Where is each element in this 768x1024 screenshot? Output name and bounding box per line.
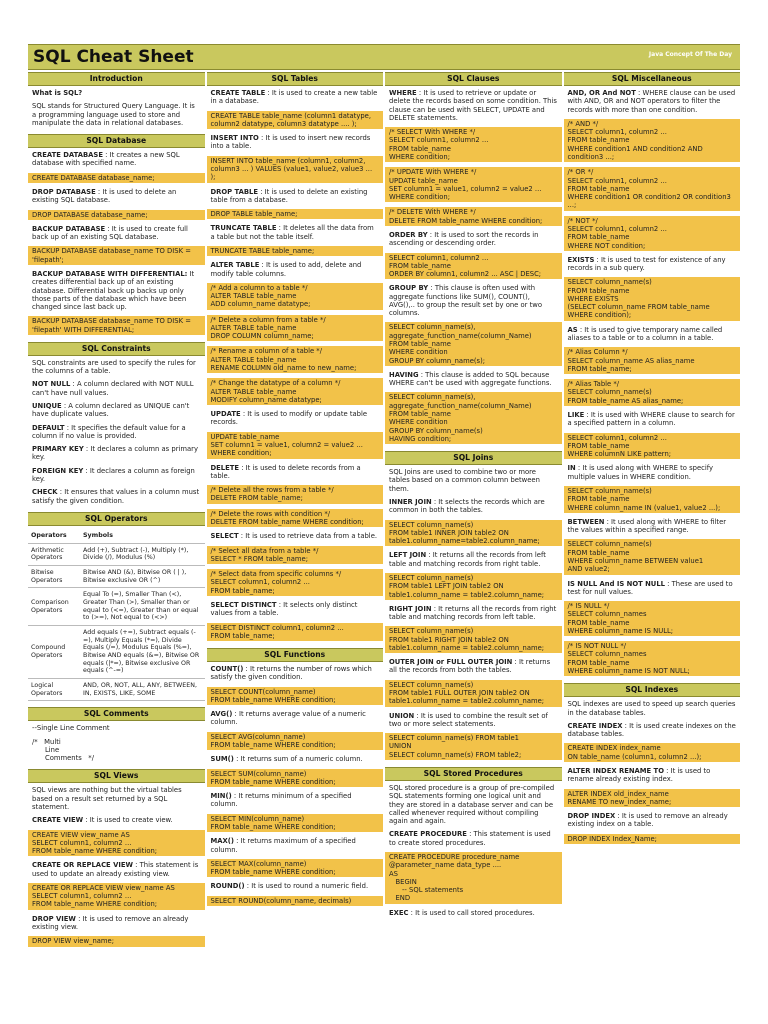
description xyxy=(207,792,384,809)
description xyxy=(207,837,384,854)
description-text: : It returns all the records from both the tables. xyxy=(389,658,551,675)
description-text: : This statement is used to update an already existing view. xyxy=(32,861,199,878)
description-text: : It ensures that values in a column must satisfy the given condition. xyxy=(32,488,200,505)
description-text: : It is used to create view. xyxy=(83,816,173,825)
code-block: CREATE PROCEDURE procedure_name @parameter_name data_type .... AS BEGIN -- SQL statements END xyxy=(385,852,562,904)
description-text: : It selects only distinct values from a table. xyxy=(210,600,358,618)
keyword: ROUND() xyxy=(210,882,245,891)
description xyxy=(28,786,205,811)
code-block: /* Select all data from a table */ SELECT * FROM table_name; xyxy=(207,546,384,565)
description-text: : It is used to insert new records into a table. xyxy=(210,134,371,151)
code-block: CREATE VIEW view_name AS SELECT column1, column2 ... FROM table_name WHERE condition; xyxy=(28,830,205,857)
description xyxy=(207,464,384,481)
description-text: : It is used to delete an existing table from a database. xyxy=(210,187,368,204)
description-text: : This clause is added to SQL because WHERE can't be used with aggregate functions. xyxy=(389,370,552,388)
description xyxy=(564,89,741,114)
banner xyxy=(28,44,740,70)
table-row xyxy=(28,543,205,565)
code-block: SELECT column_name(s), aggregate_function_name(column_Name) FROM table_name WHERE condition GROUP BY column_name(s); xyxy=(385,322,562,365)
description-text: : It is used to retrieve data from a table. xyxy=(238,532,378,541)
sheet-title: SQL Cheat Sheet xyxy=(33,47,194,67)
keyword: CREATE OR REPLACE VIEW xyxy=(32,861,133,870)
section-header: SQL Database xyxy=(28,134,205,148)
section-header: SQL Joins xyxy=(385,451,562,465)
description xyxy=(564,518,741,535)
table-cell: Add (+), Subtract (-), Multiply (*), Divide (/), Modulus (%) xyxy=(80,543,205,565)
description xyxy=(28,151,205,168)
description xyxy=(564,464,741,481)
description xyxy=(28,402,205,419)
code-block: /* NOT */ SELECT column1, column2 ... FROM table_name WHERE NOT condition; xyxy=(564,216,741,251)
description-text: : This statement is used to create stored procedures. xyxy=(389,830,551,847)
operators-table xyxy=(28,529,205,701)
description xyxy=(385,231,562,248)
keyword: BACKUP DATABASE WITH DIFFERENTIAL: xyxy=(32,269,188,278)
code-block: BACKUP DATABASE database_name TO DISK = 'filepath'; xyxy=(28,246,205,265)
code-block: SELECT column_name(s) FROM table_name WHERE EXISTS (SELECT column_name FROM table_name WHERE condition); xyxy=(564,277,741,320)
description xyxy=(207,261,384,278)
keyword: CREATE INDEX xyxy=(567,721,623,730)
section xyxy=(564,70,741,681)
description xyxy=(207,882,384,890)
description xyxy=(207,134,384,151)
description-text: : It is used to add, delete and modify table columns. xyxy=(210,261,362,278)
section xyxy=(385,765,562,922)
code-block: SELECT AVG(column_name) FROM table_name WHERE condition; xyxy=(207,732,384,751)
description-text: : It returns all the records from right table and matching records from left table. xyxy=(389,604,557,622)
description xyxy=(28,89,205,97)
code-block: SELECT COUNT(column_name) FROM table_name WHERE condition; xyxy=(207,687,384,706)
description xyxy=(564,411,741,428)
description-text: : It is used to test for existence of any records in a sub query. xyxy=(567,255,726,273)
section-header: SQL Functions xyxy=(207,648,384,662)
code-block: /* OR */ SELECT column1, column2 ... FROM table_name WHERE condition1 OR condition2 OR condition3 ...; xyxy=(564,167,741,210)
code-block: SELECT ROUND(column_name, decimals) xyxy=(207,896,384,906)
description-text: --Single Line Comment xyxy=(32,724,110,733)
site-tagline: Java Concept Of The Day xyxy=(648,50,732,58)
code-block: SELECT column_name(s) FROM table1 LEFT JOIN table2 ON table1.column_name = table2.column_name; xyxy=(385,573,562,600)
section xyxy=(28,70,205,132)
code-block: SELECT column_name(s) FROM table1 RIGHT JOIN table2 ON table1.column_name = table2.column_name; xyxy=(385,626,562,653)
table-cell: Bitwise AND (&), Bitwise OR ( | ), Bitwise exclusive OR (^) xyxy=(80,565,205,587)
keyword: AVG() xyxy=(210,710,233,719)
description xyxy=(28,359,205,376)
description xyxy=(207,89,384,106)
description-text: : It returns sum of a numeric column. xyxy=(233,755,363,764)
code-block: ALTER INDEX old_index_name RENAME TO new_index_name; xyxy=(564,789,741,808)
keyword: AS xyxy=(567,325,578,334)
keyword: DELETE xyxy=(210,463,240,472)
section xyxy=(564,681,741,849)
description xyxy=(564,256,741,273)
keyword: SELECT DISTINCT xyxy=(210,600,277,609)
description-text: : A column declared with NOT NULL can't have null values. xyxy=(32,380,194,397)
table-cell: Compound Operators xyxy=(28,625,80,678)
description xyxy=(28,225,205,242)
column-2 xyxy=(207,70,384,1018)
description xyxy=(28,102,205,127)
description xyxy=(385,371,562,388)
section xyxy=(28,705,205,767)
code-block: INSERT INTO table_name (column1, column2, column3 ... ) VALUES (value1, value2, value3 ... ); xyxy=(207,156,384,183)
description xyxy=(28,270,205,311)
code-block: SELECT column_name(s) FROM table_name WHERE column_name BETWEEN value1 AND value2; xyxy=(564,539,741,574)
code-block: /* Delete a column from a table */ ALTER TABLE table_name DROP COLUMN column_name; xyxy=(207,315,384,342)
code-block: SELECT MAX(column_name) FROM table_name WHERE condition; xyxy=(207,859,384,878)
code-block: CREATE OR REPLACE VIEW view_name AS SELECT column1, column2 ... FROM table_name WHERE condition; xyxy=(28,883,205,910)
keyword: INSERT INTO xyxy=(210,134,259,143)
description-text: It creates differential back up of an existing database. Differential back up backs up only those parts of the database which have been changed since last back up. xyxy=(32,269,195,312)
keyword: DEFAULT xyxy=(32,423,65,432)
description xyxy=(28,861,205,878)
code-block: /* Alias Column */ SELECT column_name AS alias_name FROM table_name; xyxy=(564,347,741,374)
keyword: GROUP BY xyxy=(389,284,429,293)
table-cell: Bitwise Operators xyxy=(28,565,80,587)
description-text: : It is used to delete records from a table. xyxy=(210,463,361,480)
section-header: SQL Operators xyxy=(28,512,205,526)
code-block: BACKUP DATABASE database_name TO DISK = 'filepath' WITH DIFFERENTIAL; xyxy=(28,316,205,335)
column-header: Symbols xyxy=(80,529,205,543)
description-text: : It is used to remove an already existing index on a table. xyxy=(567,812,728,829)
table-row xyxy=(28,565,205,587)
code-block: DROP TABLE table_name; xyxy=(207,209,384,219)
description xyxy=(28,816,205,824)
description-text: SQL indexes are used to speed up search queries in the database tables. xyxy=(567,700,736,717)
description xyxy=(385,605,562,622)
description xyxy=(207,532,384,540)
description xyxy=(385,498,562,515)
keyword: DROP INDEX xyxy=(567,812,616,821)
keyword: UNION xyxy=(389,711,415,720)
keyword: HAVING xyxy=(389,370,419,379)
description-text: : It deletes all the data from a table but not the table itself. xyxy=(210,224,374,241)
table-cell: Arithmetic Operators xyxy=(28,543,80,565)
code-block: /* Select data from specific columns */ SELECT column1, column2 ... FROM table_name; xyxy=(207,569,384,596)
column-4 xyxy=(564,70,741,1018)
description-text: /* Multi Line Comments */ xyxy=(32,737,94,763)
description-text: : It returns the number of rows which satisfy the given condition. xyxy=(210,665,372,682)
table-cell: Add equals (+=), Subtract equals (-=), Multiply Equals (*=), Divide Equals (/=), Modulus Equals (%=), Bitwise AND equals (&=), Bitwise OR equals (|*=), Bitwise exclusive OR equals (^-=) xyxy=(80,625,205,678)
code-block: /* Add a column to a table */ ALTER TABLE table_name ADD column_name datatype; xyxy=(207,283,384,310)
table-header-row xyxy=(28,529,205,543)
keyword: EXISTS xyxy=(567,255,595,264)
section xyxy=(28,510,205,705)
description-text: : It is used to create a new table in a database. xyxy=(210,89,378,106)
description xyxy=(28,188,205,205)
code-block: SELECT DISTINCT column1, column2 ... FROM table_name; xyxy=(207,623,384,642)
keyword: UPDATE xyxy=(210,410,241,419)
cheat-sheet xyxy=(28,44,740,1020)
keyword: MIN() xyxy=(210,792,232,801)
section xyxy=(385,449,562,765)
description-text: : It is used to rename already existing index. xyxy=(567,767,711,784)
code-block: SELECT MIN(column_name) FROM table_name WHERE condition; xyxy=(207,814,384,833)
keyword: NOT NULL xyxy=(32,380,71,389)
description xyxy=(207,755,384,763)
keyword: PRIMARY KEY xyxy=(32,445,84,454)
description xyxy=(564,812,741,829)
keyword: OUTER JOIN or FULL OUTER JOIN xyxy=(389,658,513,667)
code-block: /* UPDATE With WHERE */ UPDATE table_name SET column1 = value1, column2 = value2 ... WHERE condition; xyxy=(385,167,562,202)
description-text: : It selects the records which are common in both the tables. xyxy=(389,497,545,515)
keyword: CREATE TABLE xyxy=(210,89,266,97)
description-text: : It specifies the default value for a column if no value is provided. xyxy=(32,423,186,440)
code-block: /* AND */ SELECT column1, column2 ... FROM table_name WHERE condition1 AND condition2 AND condition3 ...; xyxy=(564,119,741,162)
description xyxy=(28,488,205,505)
keyword: CHECK xyxy=(32,488,58,497)
section-header: SQL Clauses xyxy=(385,72,562,86)
keyword: BETWEEN xyxy=(567,517,605,526)
description xyxy=(207,224,384,241)
keyword: DROP VIEW xyxy=(32,914,76,923)
table-cell: Equal To (=), Smaller Than (<), Greater Than (>), Smaller than or equal to (<=), Greater than or equal to (>=), Not equal to (<>) xyxy=(80,588,205,626)
code-block: /* IS NOT NULL */ SELECT column_names FROM table_name WHERE column_name IS NOT NULL; xyxy=(564,641,741,676)
description xyxy=(207,601,384,618)
description-text: : This clause is often used with aggregate functions like SUM(), COUNT(), AVG(),.. to group the result set by one or two columns. xyxy=(389,284,543,318)
description-text: : It is used to remove an already existing view. xyxy=(32,914,189,932)
code-block: SELECT column_name(s) FROM table_name WHERE column_name IN (value1, value2 ...); xyxy=(564,486,741,513)
keyword: IN xyxy=(567,464,576,473)
description-text: : It is used to round a numeric field. xyxy=(244,882,369,891)
description xyxy=(385,89,562,122)
keyword: CREATE DATABASE xyxy=(32,151,103,160)
code-block: /* Delete all the rows from a table */ DELETE FROM table_name; xyxy=(207,485,384,504)
section-header: SQL Indexes xyxy=(564,683,741,697)
code-block: /* Rename a column of a table */ ALTER TABLE table_name RENAME COLUMN old_name to new_name; xyxy=(207,346,384,373)
description-text: : It is used to modify or update table records. xyxy=(210,410,368,427)
table-cell: AND, OR, NOT, ALL, ANY, BETWEEN, IN, EXISTS, LIKE, SOME xyxy=(80,678,205,700)
description xyxy=(385,830,562,847)
keyword: ALTER INDEX RENAME TO xyxy=(567,767,664,775)
description xyxy=(207,410,384,427)
keyword: WHERE xyxy=(389,89,417,97)
section xyxy=(28,340,205,510)
keyword: DROP TABLE xyxy=(210,187,259,196)
code-block: SELECT column1, column2 ... FROM table_name WHERE columnN LIKE pattern; xyxy=(564,433,741,460)
description xyxy=(385,284,562,317)
description-text: : A column declared as UNIQUE can't have duplicate values. xyxy=(32,402,190,419)
code-block: /* Alias Table */ SELECT column_name(s) FROM table_name AS alias_name; xyxy=(564,379,741,406)
description xyxy=(564,722,741,739)
section-header: SQL Constraints xyxy=(28,342,205,356)
table-cell: Comparison Operators xyxy=(28,588,80,626)
column-3 xyxy=(385,70,562,1018)
description xyxy=(385,551,562,568)
section-header: SQL Stored Procedures xyxy=(385,767,562,781)
keyword: EXEC xyxy=(389,908,409,917)
section xyxy=(28,767,205,951)
description-text: : It is used to give temporary name called aliases to a table or to a column in a table. xyxy=(567,325,723,343)
code-block: /* IS NULL */ SELECT column_names FROM table_name WHERE column_name IS NULL; xyxy=(564,601,741,636)
description xyxy=(28,380,205,397)
keyword: DROP DATABASE xyxy=(32,187,96,196)
description-text: : It returns all the records from left table and matching records from right table. xyxy=(389,551,546,568)
code-block: CREATE INDEX index_name ON table_name (column1, column2 ...); xyxy=(564,743,741,762)
table-cell: Logical Operators xyxy=(28,678,80,700)
description xyxy=(385,658,562,675)
code-block: /* Change the datatype of a column */ ALTER TABLE table_name MODIFY column_name datatype; xyxy=(207,378,384,405)
description-text: SQL constraints are used to specify the rules for the columns of a table. xyxy=(32,358,196,376)
description xyxy=(564,326,741,343)
keyword: AND, OR And NOT xyxy=(567,89,636,97)
description xyxy=(207,665,384,682)
table-row xyxy=(28,588,205,626)
description-text: : It is used to retrieve or update or delete the records based on some condition. This clause can be used with SELECT, UPDATE and DELETE statements. xyxy=(389,89,557,122)
code-block: DROP DATABASE database_name; xyxy=(28,210,205,220)
description xyxy=(385,468,562,493)
keyword: LIKE xyxy=(567,411,585,419)
description-text: : It declares a column as primary key. xyxy=(32,445,198,462)
description-text: : It is used to create full back up of an existing SQL database. xyxy=(32,224,188,242)
description-text: : It used along with WHERE to filter the values within a specified range. xyxy=(567,517,727,535)
keyword: CREATE VIEW xyxy=(32,816,84,825)
table-row xyxy=(28,678,205,700)
description xyxy=(385,784,562,825)
code-block: SELECT column1, column2 ... FROM table_name ORDER BY column1, column2 ... ASC | DESC; xyxy=(385,253,562,280)
keyword: SUM() xyxy=(210,755,234,764)
description xyxy=(28,915,205,932)
code-block: TRUNCATE TABLE table_name; xyxy=(207,246,384,256)
description xyxy=(385,909,562,917)
description-text: : It is used to sort the records in ascending or descending order. xyxy=(389,230,539,248)
description xyxy=(28,467,205,484)
description xyxy=(564,580,741,597)
code-block: /* Delete the rows with condition */ DELETE FROM table_name WHERE condition; xyxy=(207,509,384,528)
description-text: : It is used with WHERE clause to search for a specified pattern in a column. xyxy=(567,411,735,428)
keyword: What is SQL? xyxy=(32,89,83,97)
description-text: SQL stands for Structured Query Language. It is a programming language used to store and manipulate the data in relational databases. xyxy=(32,102,195,127)
section xyxy=(207,70,384,646)
description-text: : It declares a column as foreign key. xyxy=(32,466,195,483)
description xyxy=(28,445,205,462)
column-header: Operators xyxy=(28,529,80,543)
description-text: : It returns minimum of a specified column. xyxy=(210,792,352,809)
section-header: Introduction xyxy=(28,72,205,86)
code-block: /* SELECT With WHERE */ SELECT column1, column2 ... FROM table_name WHERE condition; xyxy=(385,127,562,162)
code-block: DROP INDEX Index_Name; xyxy=(564,834,741,844)
keyword: TRUNCATE TABLE xyxy=(210,224,277,233)
section xyxy=(28,132,205,340)
description xyxy=(207,710,384,727)
description-text: : These are used to test for null values. xyxy=(567,579,733,596)
description xyxy=(564,767,741,784)
description xyxy=(207,188,384,205)
description-text: : WHERE clause can be used with AND, OR and NOT operators to filter the records with more than one condition. xyxy=(567,89,736,114)
description xyxy=(28,724,205,732)
description-text: : It returns maximum of a specified column. xyxy=(210,837,356,854)
keyword: SELECT xyxy=(210,532,239,541)
code-block: SELECT column_name(s) FROM table1 FULL OUTER JOIN table2 ON table1.column_name = table2.column_name; xyxy=(385,680,562,707)
description-text: : It creates a new SQL database with specified name. xyxy=(32,151,180,168)
keyword: CREATE PROCEDURE xyxy=(389,830,467,839)
keyword: LEFT JOIN xyxy=(389,551,427,560)
code-block: UPDATE table_name SET column1 = value1, column2 = value2 ... WHERE condition; xyxy=(207,432,384,459)
section xyxy=(385,70,562,449)
description-text: : It is used to call stored procedures. xyxy=(408,908,535,917)
code-block: CREATE TABLE table_name (column1 datatype, column2 datatype, column3 datatype .... ); xyxy=(207,111,384,130)
keyword: ALTER TABLE xyxy=(210,261,260,270)
keyword: MAX() xyxy=(210,837,234,846)
keyword: FOREIGN KEY xyxy=(32,466,84,475)
description-text: : It is used to delete an existing SQL database. xyxy=(32,187,177,205)
table-row xyxy=(28,625,205,678)
code-block: SELECT column_name(s) FROM table1 INNER JOIN table2 ON table1.column_name=table2.column_name; xyxy=(385,520,562,547)
code-block: SELECT column_name(s) FROM table1 UNION SELECT column_name(s) FROM table2; xyxy=(385,733,562,760)
section-header: SQL Views xyxy=(28,769,205,783)
description-text: : It is used to combine the result set of two or more select statements. xyxy=(389,711,548,728)
description xyxy=(385,712,562,729)
columns xyxy=(28,70,740,1018)
code-block: SELECT column_name(s), aggregate_function_name(column_Name) FROM table_name WHERE condition GROUP BY column_name(s) HAVING condition; xyxy=(385,392,562,444)
keyword: INNER JOIN xyxy=(389,497,432,506)
description xyxy=(28,424,205,441)
keyword: IS NULL And IS NOT NULL xyxy=(567,579,665,588)
description-text: SQL stored procedure is a group of pre-compiled SQL statements forming one logical unit and they are stored in a database server and can be called whenever required without compiling again and again. xyxy=(389,784,555,826)
section-header: SQL Comments xyxy=(28,707,205,721)
keyword: UNIQUE xyxy=(32,402,62,411)
section xyxy=(207,646,384,911)
description xyxy=(28,738,205,763)
description-text: SQL views are nothing but the virtual tables based on a result set returned by a SQL statement. xyxy=(32,786,182,811)
description-text: : It returns average value of a numeric column. xyxy=(210,710,366,727)
description xyxy=(564,700,741,717)
code-block: DROP VIEW view_name; xyxy=(28,936,205,946)
description-text: SQL Joins are used to combine two or more tables based on a common column between them. xyxy=(389,468,540,493)
keyword: RIGHT JOIN xyxy=(389,604,432,613)
description-text: : It is used along with WHERE to specify multiple values in WHERE condition. xyxy=(567,464,714,481)
description-text: : It is used create indexes on the database tables. xyxy=(567,721,736,739)
code-block: SELECT SUM(column_name) FROM table_name WHERE condition; xyxy=(207,769,384,788)
section-header: SQL Miscellaneous xyxy=(564,72,741,86)
code-block: /* DELETE With WHERE */ DELETE FROM table_name WHERE condition; xyxy=(385,207,562,226)
keyword: BACKUP DATABASE xyxy=(32,224,106,233)
keyword: ORDER BY xyxy=(389,230,428,239)
code-block: CREATE DATABASE database_name; xyxy=(28,173,205,183)
keyword: COUNT() xyxy=(210,665,244,674)
section-header: SQL Tables xyxy=(207,72,384,86)
column-1 xyxy=(28,70,205,1018)
